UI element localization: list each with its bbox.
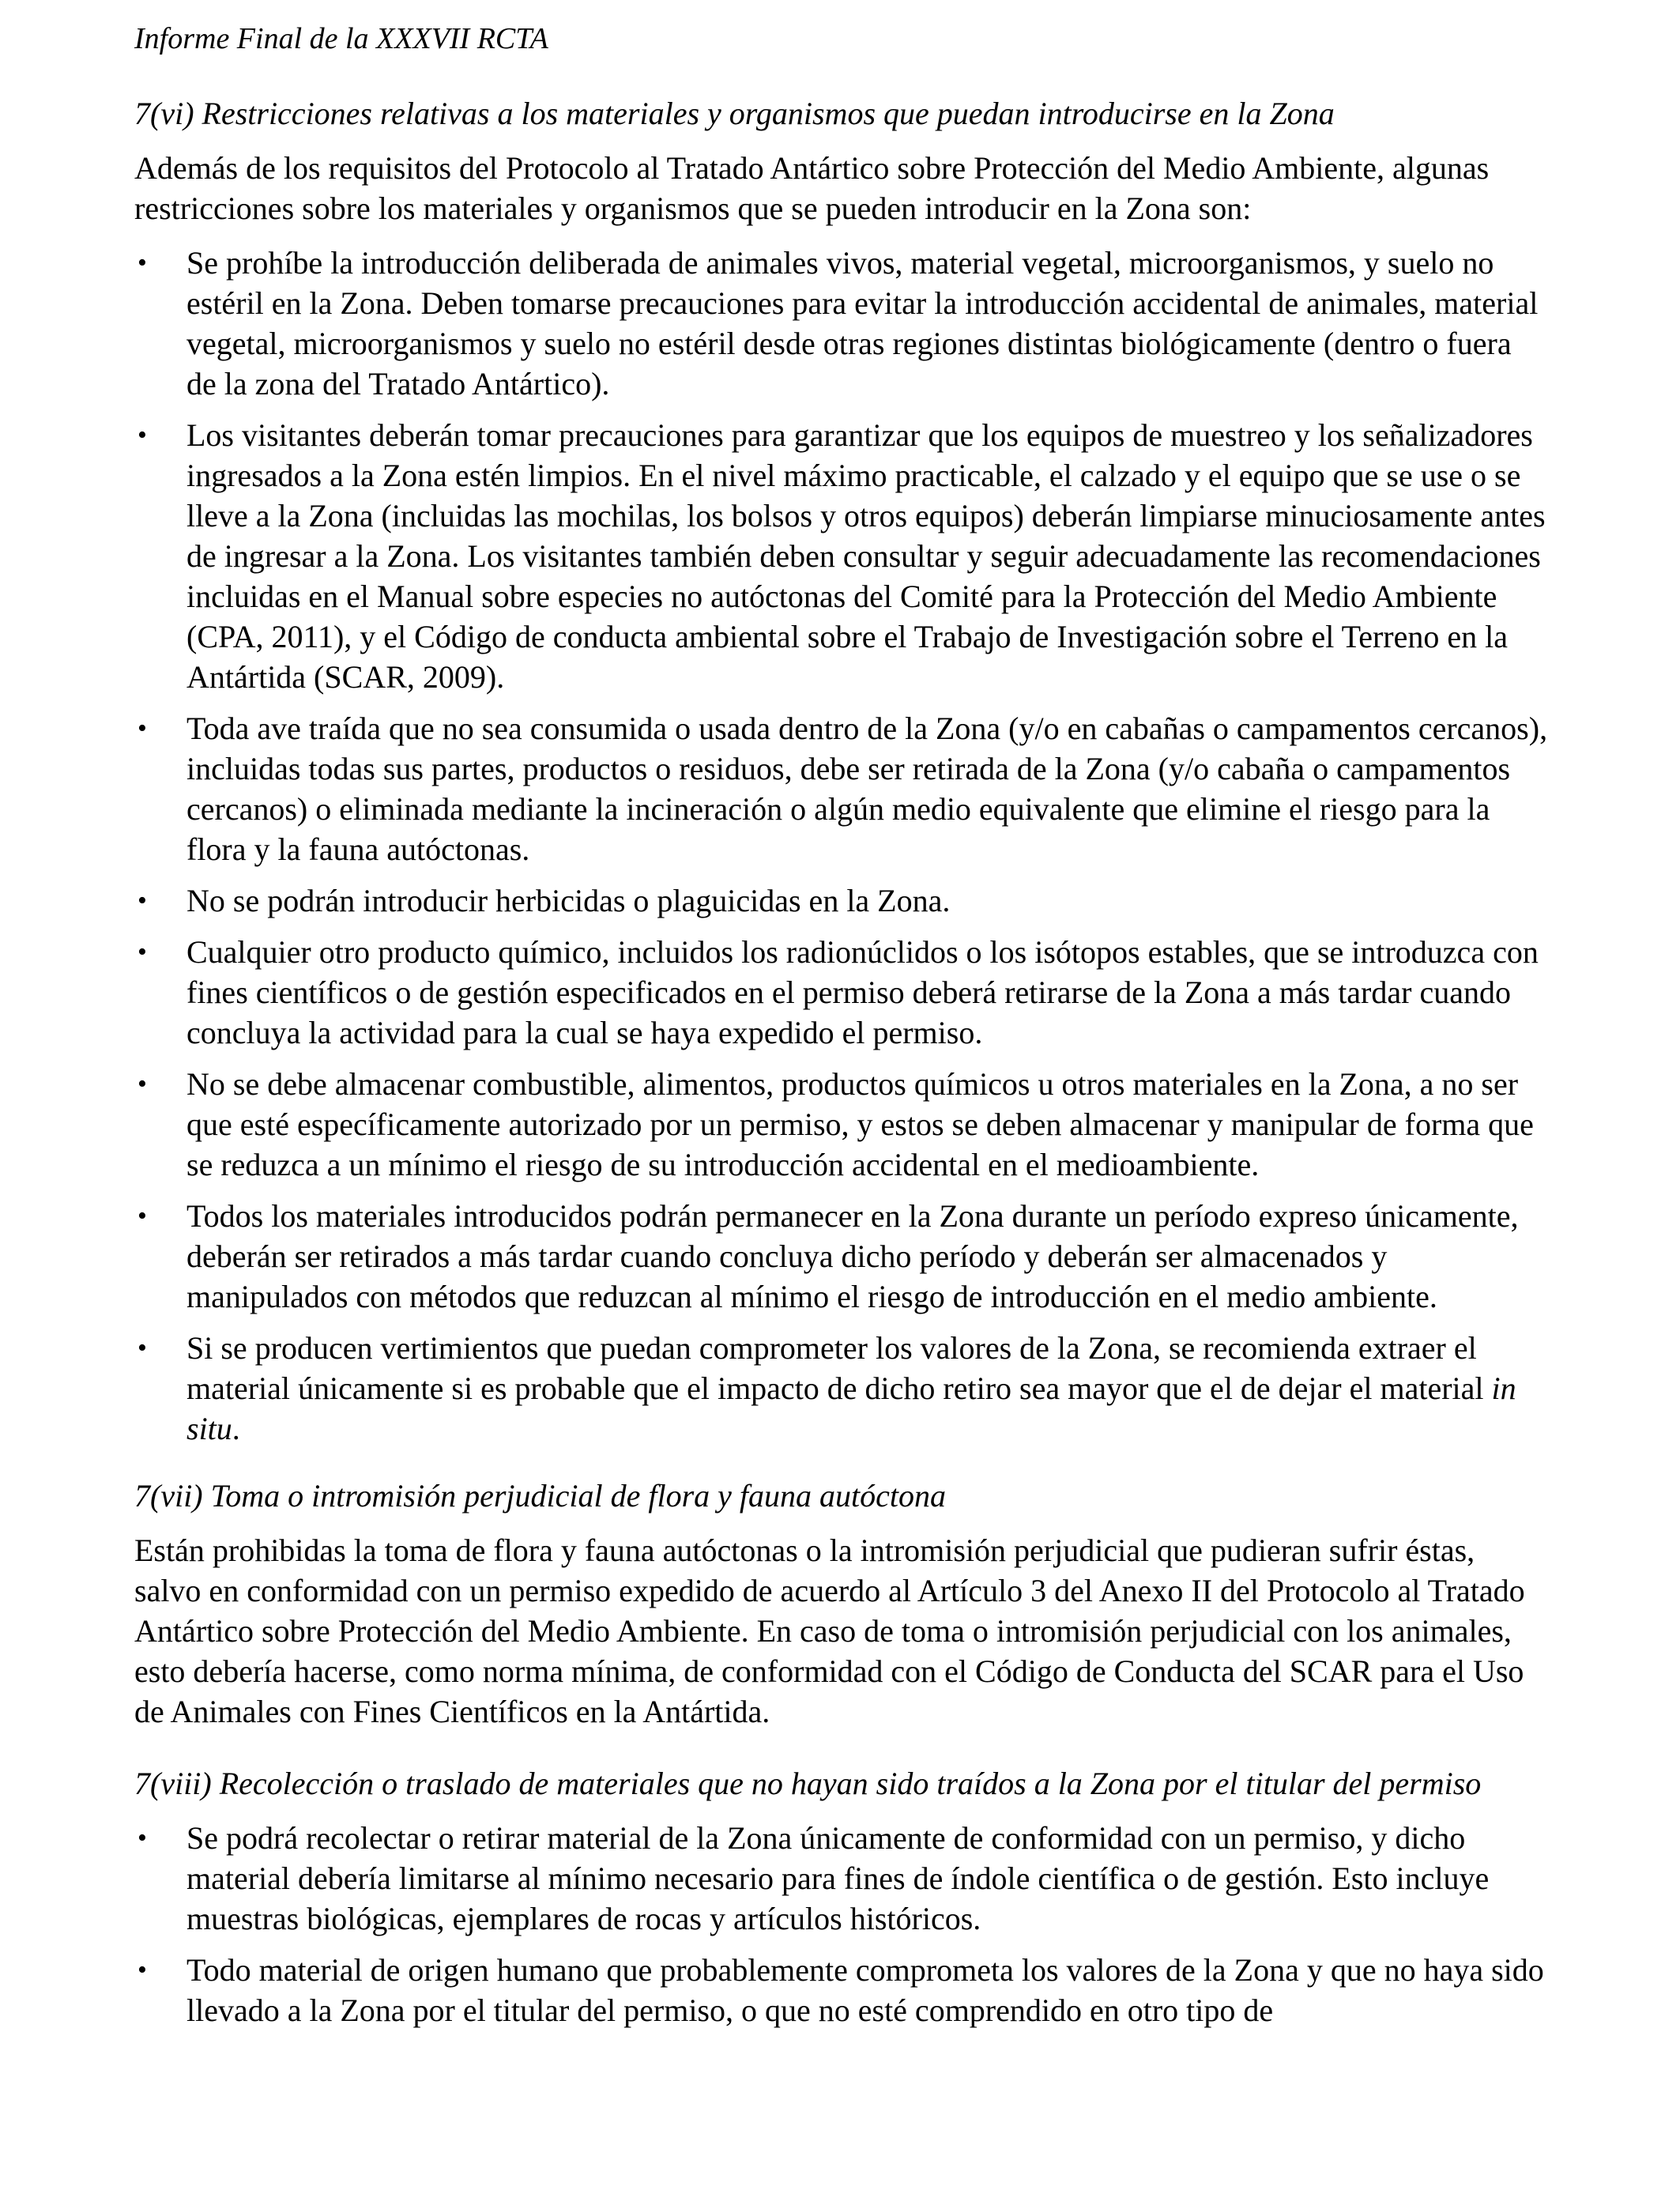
- collection-list: [134, 1818, 1549, 2030]
- bullet-icon: •: [137, 1333, 147, 1363]
- list-item-text-end: .: [232, 1411, 240, 1446]
- bullet-icon: •: [137, 937, 147, 967]
- list-item: [134, 415, 1549, 697]
- list-item-text: [186, 1330, 1516, 1446]
- list-item-text: No se debe almacenar combustible, alimentos, productos químicos u otros materiales en la Zona, a no ser que esté específicamente autorizado por un permiso, y estos se deben almacenar y manipular de forma que se reduzca a un mínimo el riesgo de su introducción accidental en el medioambiente.: [186, 1066, 1534, 1182]
- bullet-icon: •: [137, 420, 147, 450]
- list-item-text: Se podrá recolectar o retirar material de la Zona únicamente de conformidad con un permiso, y dicho material debería limitarse al mínimo necesario para fines de índole científica o de gestión. Esto incluye muestras biológicas, ejemplares de rocas y artículos históricos.: [186, 1820, 1490, 1936]
- bullet-icon: •: [137, 714, 147, 743]
- list-item: [134, 1196, 1549, 1317]
- list-item-text-main: Si se producen vertimientos que puedan comprometer los valores de la Zona, se recomienda extraer el material únicamente si es probable que el impacto de dicho retiro sea mayor que el de dejar el material: [186, 1330, 1492, 1406]
- restrictions-list: [134, 243, 1549, 1449]
- list-item: [134, 1328, 1549, 1449]
- page-content: [134, 93, 1549, 2057]
- bullet-icon: •: [137, 1201, 147, 1231]
- list-item-text: Toda ave traída que no sea consumida o usada dentro de la Zona (y/o en cabañas o campamentos cercanos), incluidas todas sus partes, productos o residuos, debe ser retirada de la Zona (y/o cabaña o campamentos cercanos) o eliminada mediante la incineración o algún medio equivalente que elimine el riesgo para la flora y la fauna autóctonas.: [186, 711, 1548, 867]
- list-item-text: Los visitantes deberán tomar precauciones para garantizar que los equipos de muestreo y los señalizadores ingresados a la Zona estén limpios. En el nivel máximo practicable, el calzado y el equipo que se use o se lleve a la Zona (incluidas las mochilas, los bolsos y otros equipos) deberán limpiarse minuciosamente antes de ingresar a la Zona. Los visitantes también deben consultar y seguir adecuadamente las recomendaciones incluidas en el Manual sobre especies no autóctonas del Comité para la Protección del Medio Ambiente (CPA, 2011), y el Código de conducta ambiental sobre el Trabajo de Investigación sobre el Terreno en la Antártida (SCAR, 2009).: [186, 417, 1546, 695]
- list-item: [134, 880, 1549, 921]
- section-heading: 7(vi) Restricciones relativas a los materiales y organismos que puedan introducirse en la Zona: [134, 96, 1335, 131]
- list-item-text: Se prohíbe la introducción deliberada de animales vivos, material vegetal, microorganismos, y suelo no estéril en la Zona. Deben tomarse precauciones para evitar la introducción accidental de animales, material vegetal, microorganismos y suelo no estéril desde otras regiones distintas biológicamente (dentro o fuera de la zona del Tratado Antártico).: [186, 245, 1539, 401]
- section-7-vi: [134, 93, 1549, 1449]
- list-item: [134, 243, 1549, 404]
- bullet-icon: •: [137, 1823, 147, 1853]
- bullet-icon: •: [137, 248, 147, 277]
- list-item: [134, 1064, 1549, 1185]
- intro-paragraph: Además de los requisitos del Protocolo al Tratado Antártico sobre Protección del Medio Ambiente, algunas restricciones sobre los materiales y organismos que se pueden introducir en la Zona son:: [134, 150, 1490, 226]
- section-7-vii: [134, 1476, 1549, 1732]
- list-item-text: Cualquier otro producto químico, incluidos los radionúclidos o los isótopos estables, que se introduzca con fines científicos o de gestión especificados en el permiso deberá retirarse de la Zona a más tardar cuando concluya la actividad para la cual se haya expedido el permiso.: [186, 934, 1539, 1050]
- list-item: [134, 1950, 1549, 2030]
- section-heading: 7(viii) Recolección o traslado de materiales que no hayan sido traídos a la Zona por el titular del permiso: [134, 1766, 1482, 1801]
- list-item: [134, 932, 1549, 1053]
- section-heading: 7(vii) Toma o intromisión perjudicial de flora y fauna autóctona: [134, 1478, 946, 1514]
- list-item-text: No se podrán introducir herbicidas o plaguicidas en la Zona.: [186, 883, 951, 918]
- list-item: [134, 1818, 1549, 1939]
- running-header: Informe Final de la XXXVII RCTA: [134, 22, 548, 55]
- italic-term: in situ: [186, 1370, 1516, 1446]
- section-body: Están prohibidas la toma de flora y fauna autóctonas o la intromisión perjudicial que pudieran sufrir éstas, salvo en conformidad con un permiso expedido de acuerdo al Artículo 3 del Anexo II del Protocolo al Tratado Antártico sobre Protección del Medio Ambiente. En caso de toma o intromisión perjudicial con los animales, esto debería hacerse, como norma mínima, de conformidad con el Código de Conducta del SCAR para el Uso de Animales con Fines Científicos en la Antártida.: [134, 1532, 1525, 1729]
- bullet-icon: •: [137, 1955, 147, 1985]
- list-item: [134, 708, 1549, 869]
- list-item-text: Todos los materiales introducidos podrán permanecer en la Zona durante un período expreso únicamente, deberán ser retirados a más tardar cuando concluya dicho período y deberán ser almacenados y manipulados con métodos que reduzcan al mínimo el riesgo de introducción en el medio ambiente.: [186, 1198, 1519, 1314]
- bullet-icon: •: [137, 1069, 147, 1099]
- section-7-viii: [134, 1763, 1549, 2030]
- list-item-text: Todo material de origen humano que probablemente comprometa los valores de la Zona y que no haya sido llevado a la Zona por el titular del permiso, o que no esté comprendido en otro tipo de: [186, 1952, 1544, 2028]
- bullet-icon: •: [137, 886, 147, 915]
